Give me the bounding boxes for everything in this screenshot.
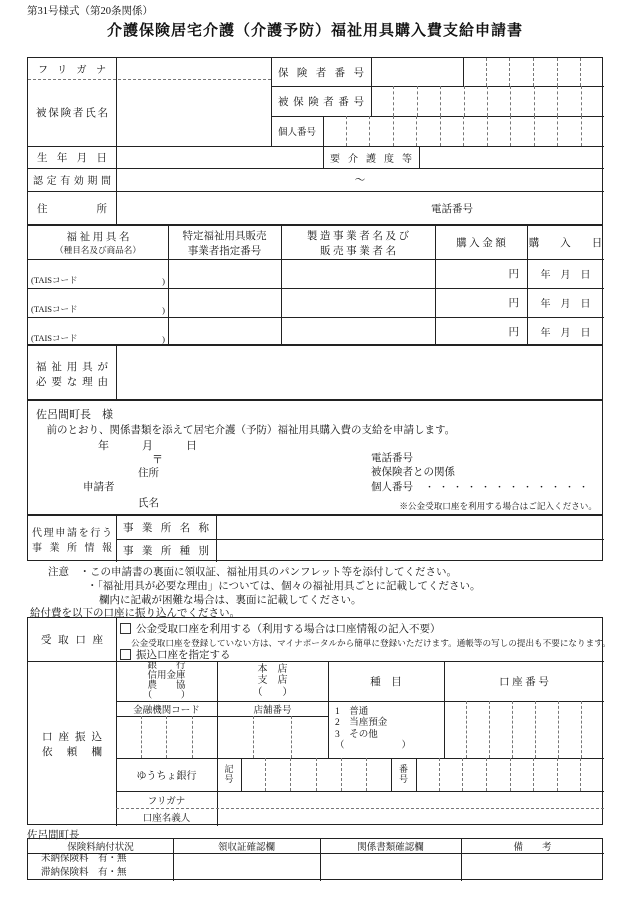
care-level-label: 要介護度等 (330, 153, 412, 165)
digit-box[interactable] (534, 86, 557, 116)
digit-box[interactable] (371, 86, 393, 116)
documents-check-cell[interactable] (320, 853, 461, 881)
digit-box[interactable] (253, 716, 290, 758)
tais-code-field[interactable]: (TAISコード ) (31, 333, 165, 344)
postal-mark: 〒 (152, 454, 163, 466)
reason-label: 福祉用具が 必要な理由 (36, 361, 108, 388)
furigana-field[interactable] (116, 58, 271, 79)
digit-box[interactable] (440, 116, 464, 146)
digit-box[interactable] (510, 86, 533, 116)
vendor-number-field[interactable] (168, 288, 281, 317)
digit-box[interactable] (510, 758, 534, 791)
designate-account-checkbox[interactable]: 振込口座を指定する (120, 647, 420, 661)
purchase-date-field[interactable]: 年 月 日 (540, 299, 591, 310)
form-number: 第31号様式（第20条関係） (27, 6, 153, 17)
premium-status-cell[interactable]: 未納保険料 有・無 滞納保険料 有・無 (41, 854, 127, 878)
digit-box[interactable] (486, 758, 510, 791)
branch-no-boxes (217, 716, 328, 758)
manufacturer-field[interactable] (281, 288, 435, 317)
applicant-label: 申請者 (83, 482, 115, 493)
note-line-3: 欄内に記載が困難な場合は、裏面に記載してください。 (99, 595, 362, 606)
agent-office-table (27, 515, 603, 561)
receive-account-label: 受取口座 (41, 635, 103, 646)
applicant-name-label: 氏名 (138, 498, 159, 509)
digit-box[interactable] (558, 701, 581, 758)
insured-name-field[interactable] (116, 79, 271, 146)
account-number-boxes (444, 701, 604, 758)
purchase-amount-field[interactable]: 円 (508, 298, 519, 309)
personal-number-dots-field[interactable]: ・・・・・・・・・・・・ (425, 482, 594, 492)
insured-info-table (27, 57, 603, 225)
reason-field[interactable] (116, 346, 604, 401)
bank-type-header: 銀 行 信用金庫 農 協 （ ） (142, 661, 191, 701)
footer-mayor: 佐呂間町長 (27, 830, 80, 841)
branch-no-label: 店舗番号 (253, 705, 292, 716)
address-label: 住所 (37, 204, 107, 215)
use-public-account-checkbox[interactable]: 公金受取口座を利用する（利用する場合は口座情報の記入不要） (120, 621, 600, 635)
account-type-header: 種 目 (370, 676, 402, 688)
transfer-request-label: 口座振込 依頼欄 (42, 731, 102, 758)
digit-box[interactable] (581, 701, 604, 758)
application-date-field[interactable]: 年 月 日 (98, 440, 197, 452)
purchase-date-field[interactable]: 年 月 日 (540, 270, 591, 281)
agent-office-label: 代理申請を行う 事業所情報 (32, 528, 112, 554)
remarks-cell[interactable] (461, 853, 604, 881)
digit-box[interactable] (393, 116, 417, 146)
public-account-note: ※公金受取口座を利用する場合はご記入ください。 (399, 501, 597, 511)
account-type-options[interactable]: 1 普通 2 当座預金 3 その他 （ ） (335, 706, 412, 751)
account-furigana-label: フリガナ (147, 796, 186, 807)
office-use-table (27, 838, 603, 880)
digit-box[interactable] (166, 716, 192, 758)
account-number-header: 口 座 番 号 (499, 676, 549, 688)
digit-box[interactable] (557, 758, 581, 791)
digit-box[interactable] (444, 701, 466, 758)
digit-box[interactable] (487, 86, 510, 116)
yucho-bank-label: ゆうちょ銀行 (136, 771, 197, 782)
yucho-bango-boxes (416, 758, 604, 791)
digit-box[interactable] (533, 58, 557, 86)
account-holder-label: 口座名義人 (142, 814, 191, 824)
digit-box[interactable] (463, 58, 486, 86)
cert-period-label: 認定有効期間 (33, 176, 111, 187)
digit-box[interactable] (462, 758, 486, 791)
receipt-check-cell[interactable] (173, 853, 320, 881)
digit-box[interactable] (512, 701, 535, 758)
receipt-check-header: 領収証確認欄 (217, 843, 275, 853)
digit-box[interactable] (366, 758, 391, 791)
fin-code-boxes (116, 716, 217, 758)
digit-box[interactable] (417, 86, 440, 116)
office-type-field[interactable] (216, 539, 604, 562)
reason-table (27, 345, 603, 400)
phone-label: 電話番号 (431, 204, 473, 215)
branch-type-header: 本 店 支 店 （ ） (252, 663, 293, 698)
tais-code-field[interactable]: (TAISコード ) (31, 275, 165, 286)
digit-box[interactable] (464, 86, 487, 116)
personal-number-label: 個人番号 (277, 128, 316, 138)
cert-period-field[interactable]: ～ (354, 175, 366, 186)
office-name-label: 事業所名称 (123, 523, 209, 534)
digit-box[interactable] (534, 116, 558, 146)
digit-box[interactable] (580, 758, 604, 791)
digit-box[interactable] (466, 701, 489, 758)
applicant-phone-label: 電話番号 (371, 453, 413, 464)
digit-box[interactable] (141, 716, 167, 758)
digit-box[interactable] (341, 758, 366, 791)
digit-box[interactable] (463, 116, 487, 146)
digit-box[interactable] (290, 758, 315, 791)
digit-box[interactable] (416, 758, 439, 791)
bank-account-table (27, 617, 611, 825)
address-field[interactable] (116, 191, 604, 226)
digit-box[interactable] (533, 758, 557, 791)
vendor-number-field[interactable] (168, 317, 281, 346)
birth-date-field[interactable] (116, 146, 323, 168)
checkbox-icon[interactable] (120, 649, 131, 660)
equipment-table (27, 225, 603, 345)
digit-box[interactable] (487, 116, 511, 146)
digit-box[interactable] (557, 86, 580, 116)
office-name-field[interactable] (216, 516, 604, 539)
digit-box[interactable] (439, 758, 463, 791)
public-account-register-note: 公金受取口座を登録していない方は、マイナポータルから簡単に登録いただけます。通帳等の写しの提出も不要になります。 (131, 638, 611, 648)
checkbox-icon[interactable] (120, 623, 131, 634)
documents-check-header: 関係書類確認欄 (357, 843, 424, 853)
care-level-field[interactable] (419, 146, 604, 168)
purchase-amount-field[interactable]: 円 (508, 269, 519, 280)
addressee: 佐呂間町長 様 (36, 409, 113, 421)
note-line-2: ・「福祉用具が必要な理由」については、個々の福祉用具ごとに記載してください。 (87, 581, 481, 592)
yucho-kigo-boxes (241, 758, 391, 791)
digit-box[interactable] (509, 58, 533, 86)
tais-code-field[interactable]: (TAISコード ) (31, 304, 165, 315)
relation-label: 被保険者との関係 (371, 467, 455, 478)
yucho-kigo-label: 記号 (224, 763, 234, 784)
digit-box[interactable] (316, 758, 341, 791)
insurer-number-label: 保険者番号 (278, 67, 364, 79)
manufacturer-header: 製 造 事 業 者 名 及 び 販 売 事 業 者 名 (306, 230, 410, 257)
personal-number-boxes (323, 116, 604, 146)
equipment-name-header: 福 祉 用 具 名 （種目名及び商品名） (55, 232, 141, 255)
digit-box[interactable] (440, 86, 463, 116)
digit-box[interactable] (416, 116, 440, 146)
account-holder-field[interactable] (217, 808, 604, 826)
office-type-label: 事業所種別 (123, 546, 209, 557)
digit-box[interactable] (489, 701, 512, 758)
purchase-amount-header: 購 入 金 額 (456, 238, 506, 249)
birth-date-label: 生年月日 (37, 152, 107, 164)
application-statement: 前のとおり、関係書類を添えて居宅介護（予防）福祉用具購入費の支給を申請します。 (36, 425, 456, 436)
digit-box[interactable] (581, 116, 605, 146)
digit-box[interactable] (369, 116, 393, 146)
yucho-bango-label: 番号 (398, 763, 408, 784)
digit-box[interactable] (116, 716, 141, 758)
note-line-1: 注意 ・この申請書の裏面に領収証、福祉用具のパンフレット等を添付してください。 (48, 567, 457, 578)
vendor-number-header: 特定福祉用具販売 事業者指定番号 (182, 230, 267, 257)
digit-box[interactable] (581, 86, 604, 116)
digit-box[interactable] (393, 86, 416, 116)
digit-box[interactable] (510, 116, 534, 146)
digit-box[interactable] (346, 116, 370, 146)
vendor-number-field[interactable] (168, 259, 281, 288)
applicant-address-label: 住所 (138, 468, 159, 479)
purchase-amount-field[interactable]: 円 (508, 327, 519, 338)
application-block (27, 400, 603, 515)
insured-number-boxes (371, 86, 604, 116)
insured-name-label: 被保険者氏名 (36, 108, 108, 119)
purchase-date-field[interactable]: 年 月 日 (540, 328, 591, 339)
furigana-label: フリガナ (38, 65, 106, 76)
digit-box[interactable] (535, 701, 558, 758)
digit-box[interactable] (486, 58, 510, 86)
digit-box[interactable] (192, 716, 218, 758)
remarks-header: 備 考 (513, 843, 552, 853)
insurer-number-boxes (463, 58, 604, 86)
digit-box[interactable] (580, 58, 604, 86)
page-title: 介護保険居宅介護（介護予防）福祉用具購入費支給申請書 (106, 23, 523, 39)
digit-box[interactable] (265, 758, 290, 791)
applicant-personal-number-label: 個人番号 (371, 482, 413, 493)
digit-box[interactable] (557, 116, 581, 146)
account-furigana-field[interactable] (217, 791, 604, 808)
fin-code-label: 金融機関コード (133, 705, 200, 716)
digit-box[interactable] (291, 716, 328, 758)
insured-number-label: 被保険者番号 (278, 96, 364, 108)
digit-box[interactable] (557, 58, 581, 86)
note-line-4: 給付費を以下の口座に振り込んでください。 (30, 608, 240, 619)
manufacturer-field[interactable] (281, 259, 435, 288)
manufacturer-field[interactable] (281, 317, 435, 346)
digit-box[interactable] (217, 716, 253, 758)
digit-box[interactable] (323, 116, 346, 146)
premium-status-header: 保険料納付状況 (67, 843, 134, 853)
digit-box[interactable] (241, 758, 265, 791)
purchase-date-header: 購 入 日 (528, 238, 603, 249)
